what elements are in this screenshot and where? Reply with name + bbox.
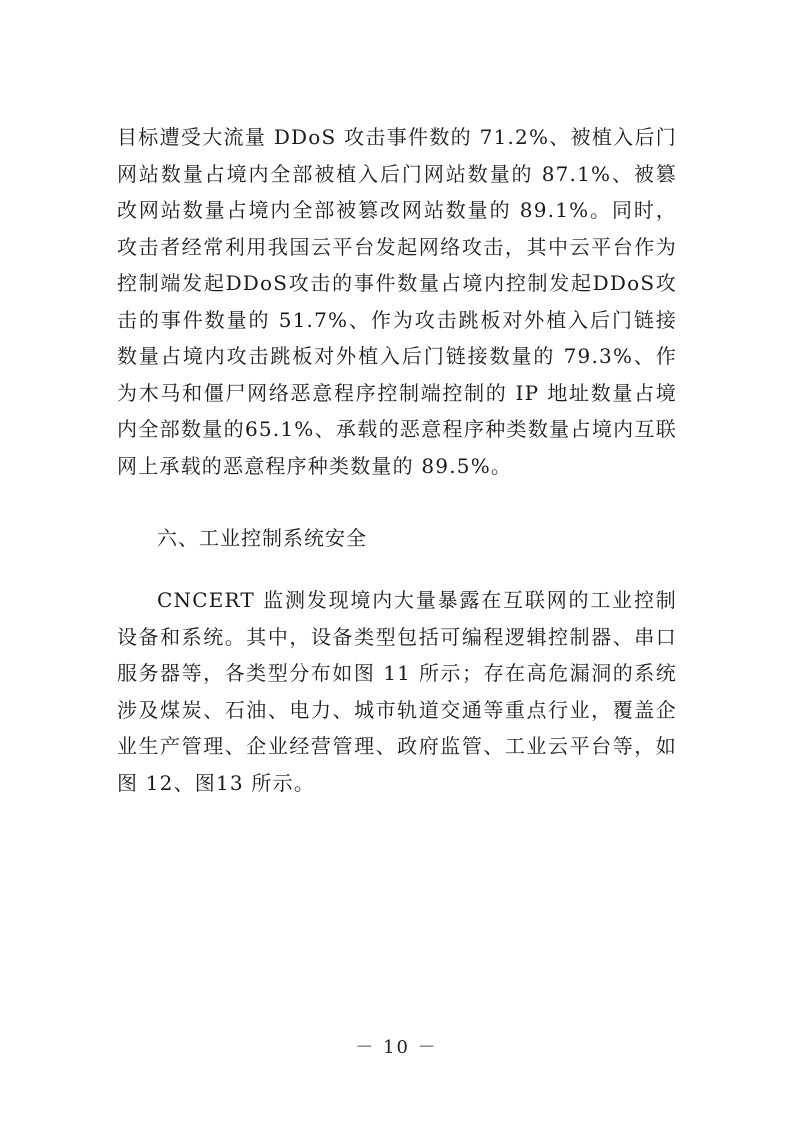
body-paragraph-ics-exposure: CNCERT 监测发现境内大量暴露在互联网的工业控制设备和系统。其中，设备类型包括可编程逻辑控制器、串口服务器等，各类型分布如图 11 所示；存在高危漏洞的系统涉及煤炭、石油、电力、城市轨道交通等重点行业，覆盖企业生产管理、企业经营管理、政府监管、工业云平台等，如图 12、图13 所示。: [117, 588, 677, 795]
body-paragraph-cloud-attacks: 目标遭受大流量 DDoS 攻击事件数的 71.2%、被植入后门网站数量占境内全部被植入后门网站数量的 87.1%、被篡改网站数量占境内全部被篡改网站数量的 89.1%。同时，攻击者经常利用我国云平台发起网络攻击，其中云平台作为控制端发起DDoS攻击的事件数量占境内控制发起DDoS攻击的事件数量的 51.7%、作为攻击跳板对外植入后门链接数量占境内攻击跳板对外植入后门链接数量的 79.3%、作为木马和僵尸网络恶意程序控制端控制的 IP 地址数量占境内全部数量的65.1%、承载的恶意程序种类数量占境内互联网上承载的恶意程序种类数量的 89.5%。: [117, 125, 677, 478]
section-heading-ics-security: 六、工业控制系统安全: [157, 526, 367, 550]
page-number: － 10 －: [355, 1037, 438, 1058]
